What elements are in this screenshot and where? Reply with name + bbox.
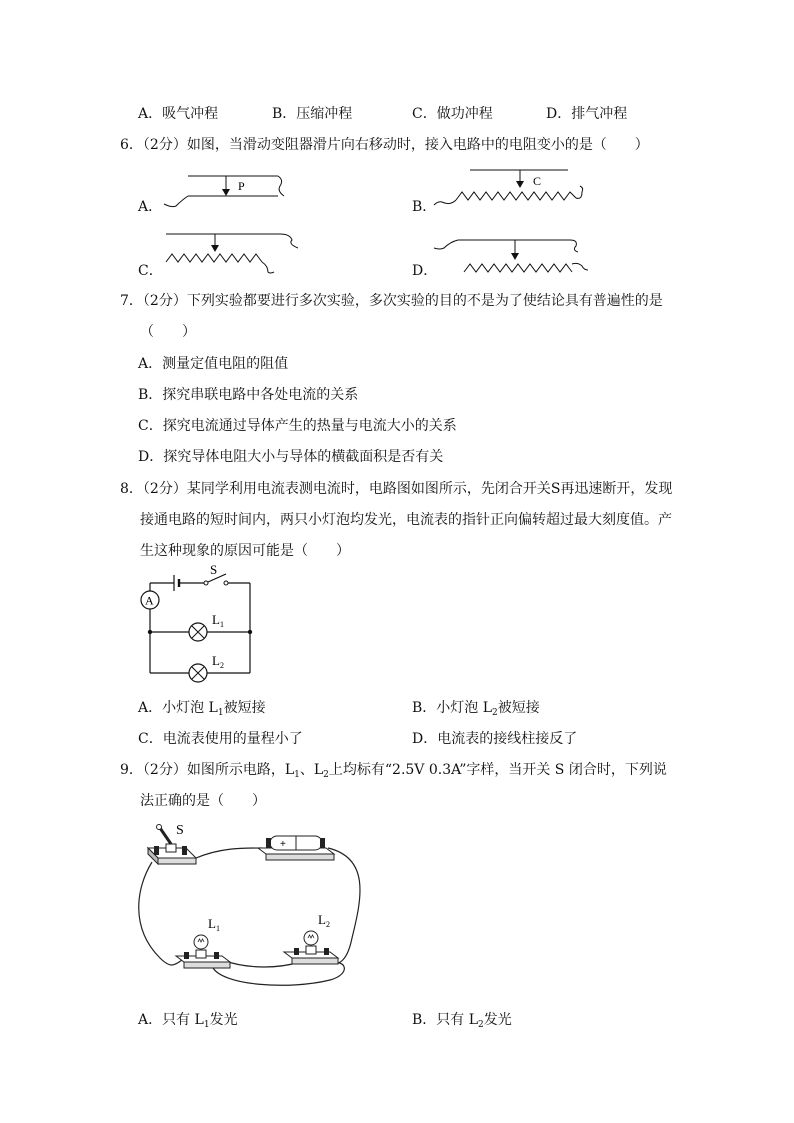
q7-stem-line2: （ ） xyxy=(140,324,196,340)
q6-figure-c xyxy=(160,226,310,278)
q8-stem-line2: 接通电路的短时间内，两只小灯泡均发光，电流表的指针正向偏转超过最大刻度值。产 xyxy=(140,512,672,528)
q5-option-c[interactable]: C．做功冲程 xyxy=(412,106,493,122)
lamp-l1-icon xyxy=(176,935,230,968)
lamp-l2-icon xyxy=(189,664,207,682)
q6-slider-p: P xyxy=(238,179,245,193)
q6-option-c[interactable]: C． xyxy=(138,263,163,279)
lamp-l1-icon xyxy=(189,623,207,641)
q8-circuit-diagram xyxy=(130,562,270,685)
q6-option-b[interactable]: B． xyxy=(412,199,437,215)
q6-figure-b xyxy=(430,164,600,214)
q5-option-a[interactable]: A．吸气冲程 xyxy=(138,106,219,122)
lamp-l1-label: $L_1$ xyxy=(212,612,224,629)
q6-option-d[interactable]: D． xyxy=(412,263,438,279)
q8-stem-line3: 生这种现象的原因可能是（ ） xyxy=(140,543,350,559)
q7-option-c[interactable]: C．探究电流通过导体产生的热量与电流大小的关系 xyxy=(138,418,457,434)
battery-icon xyxy=(258,836,334,860)
lamp-l2-icon xyxy=(284,931,338,964)
lamp-l1-label: $L_1$ xyxy=(208,916,220,933)
q7-option-d[interactable]: D．探究导体电阻大小与导体的横截面积是否有关 xyxy=(138,449,444,465)
q8-option-d[interactable]: D．电流表的接线柱接反了 xyxy=(412,731,578,747)
q7-stem-line1: 7．（2分）下列实验都要进行多次实验，多次实验的目的不是为了使结论具有普遍性的是 xyxy=(120,293,663,309)
q8-option-c[interactable]: C．电流表使用的量程小了 xyxy=(138,731,303,747)
lamp-l2-label: $L_2$ xyxy=(318,912,330,929)
q9-circuit-photo xyxy=(130,818,370,993)
switch-icon xyxy=(148,825,196,865)
q9-stem-line2: 法正确的是（ ） xyxy=(140,793,266,809)
switch-label-s: S xyxy=(210,562,218,577)
q7-option-a[interactable]: A．测量定值电阻的阻值 xyxy=(138,356,289,372)
q5-option-d[interactable]: D．排气冲程 xyxy=(546,106,628,122)
q7-option-b[interactable]: B．探究串联电路中各处电流的关系 xyxy=(138,387,359,403)
q9-option-a[interactable]: A．只有 $L_1$发光 xyxy=(138,1012,238,1030)
q5-option-b[interactable]: B．压缩冲程 xyxy=(272,106,353,122)
q8-option-a[interactable]: A．小灯泡 $L_1$被短接 xyxy=(138,700,266,718)
ammeter-label: A xyxy=(145,593,154,608)
q6-stem: 6．（2分）如图，当滑动变阻器滑片向右移动时，接入电路中的电阻变小的是（ ） xyxy=(120,137,649,153)
q8-stem-line1: 8．（2分）某同学利用电流表测电流时，电路图如图所示，先闭合开关S再迅速断开，发现 xyxy=(120,481,673,497)
lamp-l2-label: $L_2$ xyxy=(212,653,224,670)
svg-text:+: + xyxy=(280,839,286,850)
q6-figure-a xyxy=(160,168,300,218)
q6-option-a[interactable]: A． xyxy=(138,199,163,215)
q6-slider-c: C xyxy=(533,174,542,188)
q9-option-b[interactable]: B．只有 $L_2$发光 xyxy=(412,1012,512,1030)
switch-label-s: S xyxy=(176,823,184,838)
q9-stem-line1: 9．（2分）如图所示电路，$L_1$、$L_2$上均标有“2.5V 0.3A”字样，当开关 S 闭合时，下列说 xyxy=(120,762,667,780)
q6-figure-d xyxy=(430,234,590,280)
q8-option-b[interactable]: B．小灯泡 $L_2$被短接 xyxy=(412,700,540,718)
